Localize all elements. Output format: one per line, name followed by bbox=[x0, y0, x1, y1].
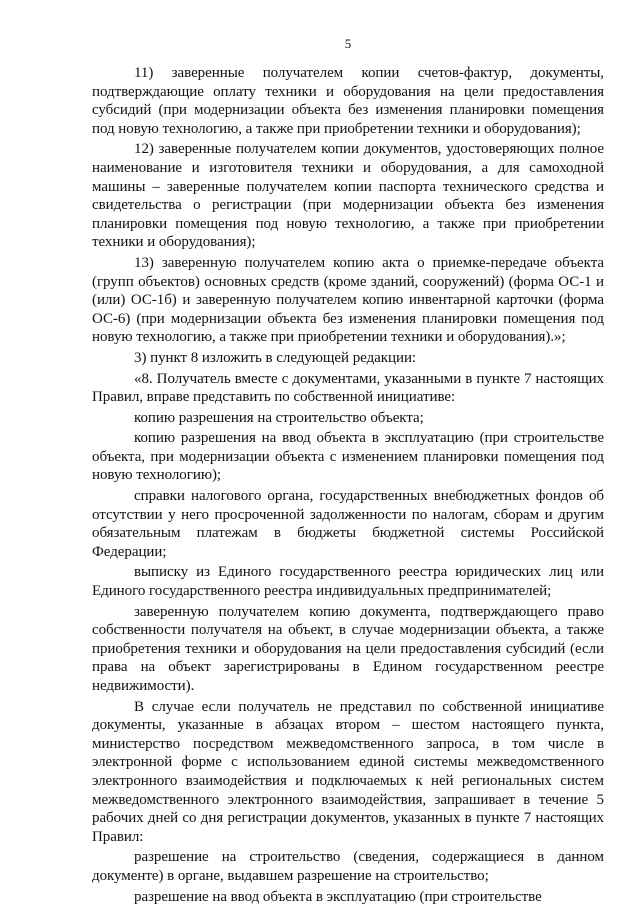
paragraph-commissioning-permit: копию разрешения на ввод объекта в эксплуатацию (при строительстве объекта, при модернизации объекта с изменением планировки помещения под новую технологию); bbox=[92, 430, 604, 484]
paragraph-item-13: 13) заверенную получателем копию акта о приемке-передаче объекта (групп объектов) основных средств (кроме зданий, сооружений) (форма ОС-1 и (или) ОС-1б) и заверенную получателем копию инвентарной карточки (форма ОС-6) (при модернизации объекта без изменения планировки помещения под новую технологию, а также при приобретении техники и оборудования).»; bbox=[92, 254, 604, 346]
paragraph-construction-permit: копию разрешения на строительство объекта; bbox=[134, 409, 424, 426]
paragraph-tax-certificates: справки налогового органа, государственных внебюджетных фондов об отсутствии у него просроченной задолженности по налогам, сборам и другим обязательным платежам в бюджеты бюджетной системы Российской Федерации; bbox=[92, 488, 604, 560]
paragraph-item-12: 12) заверенные получателем копии документов, удостоверяющих полное наименование и изготовителя техники и оборудования, а для самоходной машины – заверенные получателем копии паспорта технического средства и свидетельства о регистрации (при модернизации объекта без изменения планировки помещения под новую технологию, а также при приобретении техники и оборудования); bbox=[92, 141, 604, 251]
paragraph-rule-8-intro: «8. Получатель вместе с документами, указанными в пункте 7 настоящих Правил, вправе представить по собственной инициативе: bbox=[92, 370, 604, 406]
paragraph-item-11: 11) заверенные получателем копии счетов-фактур, документы, подтверждающие оплату техники и оборудования на цели предоставления субсидий (при модернизации объекта без изменения планировки помещения под новую технологию, а также при приобретении техники и оборудования); bbox=[92, 65, 604, 137]
paragraph-ownership-document: заверенную получателем копию документа, подтверждающего право собственности получателя на объект, в случае модернизации объекта, а также приобретения техники и оборудования на цели предоставления субсидий (если права на объект зарегистрированы в Едином государственном реестре недвижимости). bbox=[92, 603, 604, 694]
paragraph-interagency-request: В случае если получатель не представил по собственной инициативе документы, указанные в абзацах втором – шестом настоящего пункта, министерство посредством межведомственного запроса, в том числе в электронной форме с использованием единой системы межведомственного электронного взаимодействия и подключаемых к ней региональных систем межведомственного электронного взаимодействия, запрашивает в течение 5 рабочих дней со дня регистрации документов, указанных в пункте 7 настоящих Правил: bbox=[92, 698, 604, 845]
paragraph-registry-extract: выписку из Единого государственного реестра юридических лиц или Единого государственного реестра индивидуальных предпринимателей; bbox=[92, 564, 604, 600]
paragraph-commissioning-continued: разрешение на ввод объекта в эксплуатацию (при строительстве bbox=[134, 888, 542, 905]
page-number: 5 bbox=[344, 36, 352, 51]
paragraph-permit-information: разрешение на строительство (сведения, содержащиеся в данном документе) в органе, выдавшем разрешение на строительство; bbox=[92, 849, 604, 884]
paragraph-amendment-point-3: 3) пункт 8 изложить в следующей редакции: bbox=[134, 349, 417, 366]
